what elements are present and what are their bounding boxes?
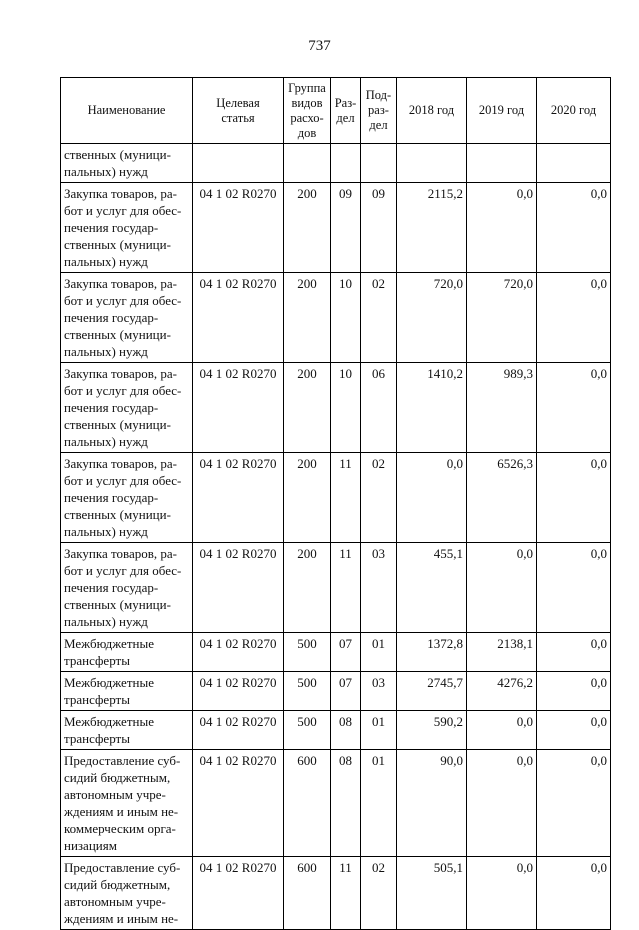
row-2018: 505,1 [397,857,467,930]
row-section: 11 [331,543,361,633]
row-2019: 0,0 [467,750,537,857]
table-header-row [61,78,611,144]
row-2018: 590,2 [397,711,467,750]
row-2020: 0,0 [537,633,611,672]
row-2019: 0,0 [467,711,537,750]
row-subsection: 03 [361,672,397,711]
row-article: 04 1 02 R0270 [193,183,284,273]
row-name: Закупка товаров, ра- бот и услуг для обес- печения государ- ственных (муници- пальных) нужд [61,543,193,633]
row-article: 04 1 02 R0270 [193,750,284,857]
row-article: 04 1 02 R0270 [193,363,284,453]
row-group: 500 [284,711,331,750]
row-group: 200 [284,183,331,273]
row-2019: 989,3 [467,363,537,453]
row-2018: 90,0 [397,750,467,857]
row-section: 08 [331,711,361,750]
row-2020: 0,0 [537,183,611,273]
budget-table [60,77,611,930]
table-row [61,453,611,543]
table-row [61,144,611,183]
row-subsection: 01 [361,711,397,750]
row-section: 10 [331,363,361,453]
header-2020: 2020 год [537,78,611,144]
row-subsection: 09 [361,183,397,273]
row-2020: 0,0 [537,363,611,453]
row-2020: 0,0 [537,273,611,363]
row-2018: 0,0 [397,453,467,543]
header-subsection: Под- раз- дел [361,78,397,144]
row-name: Закупка товаров, ра- бот и услуг для обес- печения государ- ственных (муници- пальных) нужд [61,183,193,273]
header-2019: 2019 год [467,78,537,144]
row-name: Предоставление суб- сидий бюджетным, автономным учре- ждениям и иным не- [61,857,193,930]
table-row [61,633,611,672]
row-name: Межбюджетные трансферты [61,633,193,672]
row-subsection: 03 [361,543,397,633]
row-section: 10 [331,273,361,363]
row-2018 [397,144,467,183]
header-target-article: Целевая статья [193,78,284,144]
table-row [61,750,611,857]
row-name: Закупка товаров, ра- бот и услуг для обес- печения государ- ственных (муници- пальных) нужд [61,273,193,363]
table-row [61,711,611,750]
row-subsection: 01 [361,633,397,672]
table-row [61,273,611,363]
row-2019 [467,144,537,183]
row-2018: 1410,2 [397,363,467,453]
row-2019: 6526,3 [467,453,537,543]
table-row [61,363,611,453]
row-article [193,144,284,183]
row-2018: 2745,7 [397,672,467,711]
row-2018: 720,0 [397,273,467,363]
row-2020 [537,144,611,183]
row-2018: 1372,8 [397,633,467,672]
row-2018: 2115,2 [397,183,467,273]
row-group: 200 [284,453,331,543]
row-2019: 4276,2 [467,672,537,711]
row-name: Закупка товаров, ра- бот и услуг для обес- печения государ- ственных (муници- пальных) нужд [61,453,193,543]
row-section: 07 [331,672,361,711]
row-section: 07 [331,633,361,672]
page-number: 737 [308,38,331,54]
row-group: 200 [284,543,331,633]
row-2020: 0,0 [537,672,611,711]
row-section: 08 [331,750,361,857]
row-name: Закупка товаров, ра- бот и услуг для обес- печения государ- ственных (муници- пальных) нужд [61,363,193,453]
header-name: Наименование [61,78,193,144]
row-2020: 0,0 [537,453,611,543]
row-group: 500 [284,633,331,672]
row-section [331,144,361,183]
row-2020: 0,0 [537,750,611,857]
row-2019: 0,0 [467,543,537,633]
row-subsection: 02 [361,453,397,543]
row-article: 04 1 02 R0270 [193,711,284,750]
row-section: 11 [331,453,361,543]
row-section: 09 [331,183,361,273]
header-expense-group: Группа видов расхо- дов [284,78,331,144]
row-group: 200 [284,363,331,453]
row-name: Межбюджетные трансферты [61,672,193,711]
header-section: Раз- дел [331,78,361,144]
row-subsection: 01 [361,750,397,857]
row-name: ственных (муници- пальных) нужд [61,144,193,183]
row-group: 500 [284,672,331,711]
row-section: 11 [331,857,361,930]
row-2018: 455,1 [397,543,467,633]
row-2020: 0,0 [537,543,611,633]
row-name: Межбюджетные трансферты [61,711,193,750]
table-row [61,543,611,633]
row-article: 04 1 02 R0270 [193,857,284,930]
row-article: 04 1 02 R0270 [193,543,284,633]
table-row [61,183,611,273]
row-article: 04 1 02 R0270 [193,672,284,711]
row-subsection: 06 [361,363,397,453]
row-name: Предоставление суб- сидий бюджетным, автономным учре- ждениям и иным не- коммерческим орга- низациям [61,750,193,857]
row-2019: 720,0 [467,273,537,363]
row-group: 200 [284,273,331,363]
row-2020: 0,0 [537,711,611,750]
row-group [284,144,331,183]
row-subsection [361,144,397,183]
table-row [61,857,611,930]
header-2018: 2018 год [397,78,467,144]
row-subsection: 02 [361,273,397,363]
row-2019: 0,0 [467,857,537,930]
row-article: 04 1 02 R0270 [193,453,284,543]
row-group: 600 [284,750,331,857]
row-subsection: 02 [361,857,397,930]
table-row [61,672,611,711]
row-article: 04 1 02 R0270 [193,273,284,363]
row-group: 600 [284,857,331,930]
row-article: 04 1 02 R0270 [193,633,284,672]
row-2020: 0,0 [537,857,611,930]
row-2019: 0,0 [467,183,537,273]
row-2019: 2138,1 [467,633,537,672]
